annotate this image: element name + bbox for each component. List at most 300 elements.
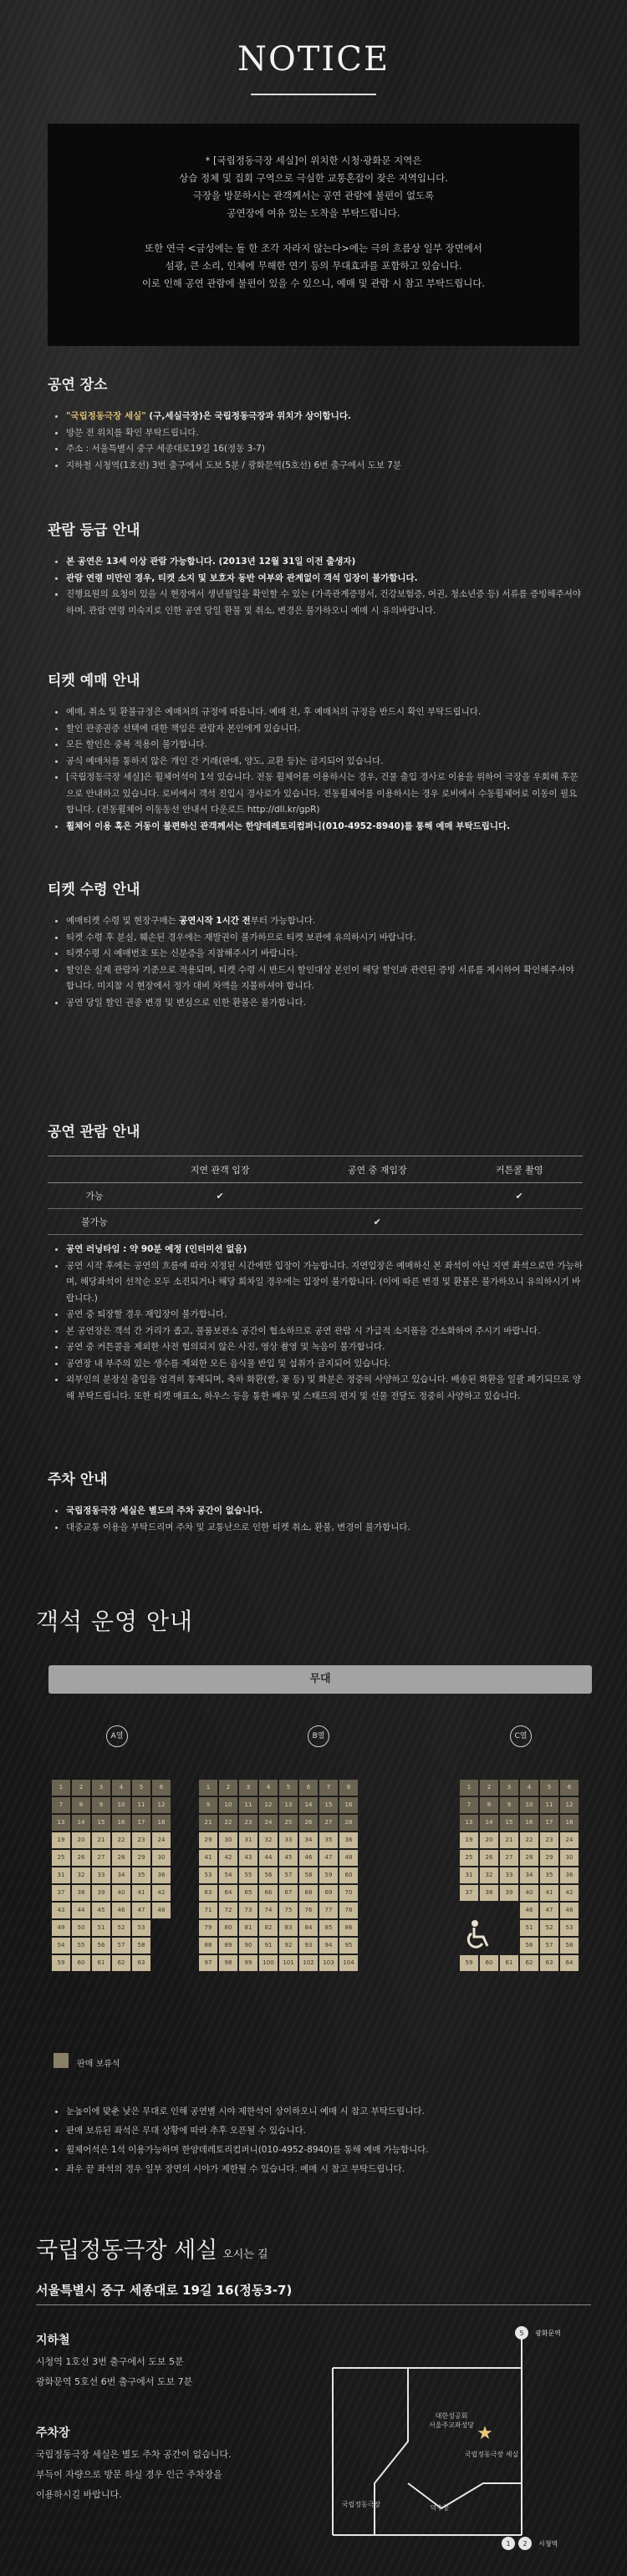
seat[interactable]: 52 bbox=[112, 1920, 130, 1936]
seat[interactable]: 15 bbox=[500, 1815, 518, 1831]
seat[interactable]: 6 bbox=[152, 1780, 171, 1796]
seat[interactable]: 30 bbox=[219, 1832, 237, 1848]
seat[interactable]: 3 bbox=[500, 1780, 518, 1796]
seat[interactable]: 92 bbox=[279, 1938, 298, 1954]
seat[interactable]: 31 bbox=[460, 1867, 478, 1883]
seat[interactable]: 85 bbox=[319, 1920, 338, 1936]
seat[interactable]: 63 bbox=[199, 1885, 217, 1901]
table-header: 지연 관객 입장 bbox=[141, 1156, 298, 1183]
seat[interactable]: 7 bbox=[319, 1780, 338, 1796]
seat[interactable]: 8 bbox=[339, 1780, 358, 1796]
seat[interactable]: 75 bbox=[279, 1903, 298, 1918]
seat[interactable]: 7 bbox=[52, 1797, 70, 1813]
seat[interactable]: 99 bbox=[239, 1955, 257, 1971]
viewing-title: 공연 관람 안내 bbox=[48, 1124, 140, 1141]
seat[interactable]: 102 bbox=[299, 1955, 318, 1971]
seat[interactable]: 49 bbox=[52, 1920, 70, 1936]
pickup-item: 예매티켓 수령 및 현장구매는 공연시작 1시간 전부터 가능합니다. bbox=[48, 913, 583, 930]
seat[interactable]: 26 bbox=[299, 1815, 318, 1831]
pickup-section bbox=[48, 877, 583, 1011]
legend-hold-swatch bbox=[54, 2053, 69, 2068]
seat[interactable]: 33 bbox=[92, 1867, 110, 1883]
intro-line: * [국립정동극장 세실]이 위치한 시청·광화문 지역은 bbox=[205, 155, 422, 166]
seat[interactable]: 5 bbox=[540, 1780, 558, 1796]
seat[interactable]: 15 bbox=[92, 1815, 110, 1831]
seat[interactable]: 93 bbox=[299, 1938, 318, 1954]
parking-section bbox=[48, 1467, 583, 1536]
seat[interactable]: 28 bbox=[339, 1815, 358, 1831]
seat[interactable]: 98 bbox=[219, 1955, 237, 1971]
parking-item: 국립정동극장 세실은 별도의 주차 공간이 없습니다. bbox=[48, 1503, 583, 1520]
seat[interactable]: 81 bbox=[239, 1920, 257, 1936]
seat[interactable]: 65 bbox=[239, 1885, 257, 1901]
seat[interactable]: 17 bbox=[540, 1815, 558, 1831]
seat[interactable]: 1 bbox=[199, 1780, 217, 1796]
seat[interactable]: 17 bbox=[132, 1815, 150, 1831]
seat[interactable]: 3 bbox=[239, 1780, 257, 1796]
seat[interactable]: 6 bbox=[560, 1780, 579, 1796]
seat[interactable]: 13 bbox=[279, 1797, 298, 1813]
seat[interactable]: 55 bbox=[72, 1938, 90, 1954]
seating-note: 좌우 끝 좌석의 경우 일부 장면의 시야가 제한될 수 있습니다. 예매 시 참고 부탁드립니다. bbox=[48, 2160, 599, 2179]
seat[interactable]: 14 bbox=[72, 1815, 90, 1831]
seat[interactable]: 19 bbox=[52, 1832, 70, 1848]
seat[interactable]: 82 bbox=[259, 1920, 278, 1936]
seat[interactable]: 22 bbox=[112, 1832, 130, 1848]
location-map bbox=[316, 2324, 592, 2567]
pickup-item: 할인은 실제 관람자 기준으로 적용되며, 티켓 수령 시 반드시 할인대상 본인이 해당 할인과 관련된 증빙 서류를 제시하여 확인해주셔야 합니다. 미지참 시 현장에서 정가 대비 차액을 지불하셔야 합니다. bbox=[48, 963, 583, 995]
seat[interactable]: 24 bbox=[152, 1832, 171, 1848]
seat[interactable]: 63 bbox=[132, 1955, 150, 1971]
seat[interactable]: 100 bbox=[259, 1955, 278, 1971]
seat[interactable]: 5 bbox=[279, 1780, 298, 1796]
seat[interactable]: 27 bbox=[319, 1815, 338, 1831]
seat[interactable]: 101 bbox=[279, 1955, 298, 1971]
stage-bar: 무대 bbox=[48, 1665, 592, 1694]
seat[interactable]: 30 bbox=[152, 1850, 171, 1866]
check-cell bbox=[456, 1209, 583, 1235]
seat[interactable]: 57 bbox=[279, 1867, 298, 1883]
table-header bbox=[48, 1156, 141, 1183]
seat[interactable]: 66 bbox=[259, 1885, 278, 1901]
venue-section bbox=[48, 373, 583, 474]
seat[interactable]: 23 bbox=[540, 1832, 558, 1848]
map-label-palace: 덕수궁 bbox=[430, 2504, 450, 2512]
seat[interactable]: 34 bbox=[520, 1867, 538, 1883]
seat[interactable]: 60 bbox=[480, 1955, 498, 1971]
rating-title: 관람 등급 안내 bbox=[48, 522, 140, 539]
booking-item: 휠체어 이용 혹은 거동이 불편하신 관객께서는 한양데레토리컴퍼니(010-4952-8940)를 통해 예매 부탁드립니다. bbox=[48, 819, 583, 836]
seat[interactable]: 88 bbox=[199, 1938, 217, 1954]
seat[interactable]: 4 bbox=[520, 1780, 538, 1796]
seat-empty bbox=[152, 1938, 171, 1954]
seat[interactable]: 20 bbox=[480, 1832, 498, 1848]
seat[interactable]: 21 bbox=[500, 1832, 518, 1848]
seat[interactable]: 44 bbox=[259, 1850, 278, 1866]
booking-item: 공식 예매처를 통하지 않은 개인 간 거래(판매, 양도, 교환 등)는 금지되어 있습니다. bbox=[48, 754, 583, 770]
seat[interactable]: 57 bbox=[540, 1938, 558, 1954]
seating-note: 눈높이에 맞춘 낮은 무대로 인해 공연별 시야 제한석이 상이하오니 예매 시 참고 부탁드립니다. bbox=[48, 2102, 599, 2121]
seat[interactable]: 2 bbox=[219, 1780, 237, 1796]
seat[interactable]: 31 bbox=[239, 1832, 257, 1848]
seat[interactable]: 51 bbox=[520, 1920, 538, 1936]
legend-hold-label: 판매 보류석 bbox=[77, 2060, 120, 2069]
map-label-theater: 국립정동극장 bbox=[341, 2501, 381, 2508]
seat[interactable]: 77 bbox=[319, 1903, 338, 1918]
seat[interactable]: 36 bbox=[152, 1867, 171, 1883]
seat[interactable]: 40 bbox=[520, 1885, 538, 1901]
seat[interactable]: 61 bbox=[92, 1955, 110, 1971]
seat[interactable]: 63 bbox=[540, 1955, 558, 1971]
seat[interactable]: 41 bbox=[199, 1850, 217, 1866]
seat[interactable]: 41 bbox=[540, 1885, 558, 1901]
venue-item: "국립정동극장 세실" (구,세실극장)은 국립정동극장과 위치가 상이합니다. bbox=[48, 409, 583, 425]
seat[interactable]: 95 bbox=[339, 1938, 358, 1954]
pickup-title: 티켓 수령 안내 bbox=[48, 882, 140, 898]
seat[interactable]: 78 bbox=[339, 1903, 358, 1918]
seat[interactable]: 26 bbox=[480, 1850, 498, 1866]
seat[interactable]: 43 bbox=[52, 1903, 70, 1918]
check-cell bbox=[298, 1183, 456, 1209]
title-underline bbox=[251, 94, 376, 95]
star-icon: ★ bbox=[477, 2423, 493, 2444]
zone-label-b: B열 bbox=[308, 1725, 329, 1747]
seat[interactable]: 24 bbox=[259, 1815, 278, 1831]
seat[interactable]: 103 bbox=[319, 1955, 338, 1971]
seat[interactable]: 62 bbox=[520, 1955, 538, 1971]
seat[interactable]: 2 bbox=[480, 1780, 498, 1796]
viewing-item: 공연 시작 후에는 공연의 흐름에 따라 지정된 시간에만 입장이 가능합니다. 지연입장은 예매하신 본 좌석이 아닌 지연 좌석으로만 가능하며, 해당좌석이 선착순 모두 소진되거나 해당 회차일 경우에는 입장이 불가합니다. (이에 따른 변경 및 환불은 불가하오니 유의하시기 바랍니다.) bbox=[48, 1258, 583, 1308]
seat[interactable]: 46 bbox=[112, 1903, 130, 1918]
seat-empty bbox=[152, 1920, 171, 1936]
seat-empty bbox=[152, 1955, 171, 1971]
seat[interactable]: 18 bbox=[560, 1815, 579, 1831]
line-1-number: 1 bbox=[506, 2540, 511, 2548]
seat[interactable]: 19 bbox=[460, 1832, 478, 1848]
intro-line: 이로 인해 공연 관람에 불편이 있을 수 있으니, 예매 및 관람 시 참고 부탁드립니다. bbox=[141, 277, 486, 289]
seat[interactable]: 42 bbox=[560, 1885, 579, 1901]
wheelchair-icon bbox=[462, 1918, 494, 1952]
seat-block-a bbox=[52, 1780, 171, 1971]
seat[interactable]: 62 bbox=[112, 1955, 130, 1971]
intro-line: 섬광, 큰 소리, 인체에 무해한 연기 등의 무대효과를 포함하고 있습니다. bbox=[165, 260, 462, 272]
seat-empty bbox=[500, 1920, 518, 1936]
seat[interactable]: 56 bbox=[92, 1938, 110, 1954]
viewing-item: 공연 중 퇴장할 경우 재입장이 불가합니다. bbox=[48, 1307, 583, 1324]
seat[interactable]: 24 bbox=[560, 1832, 579, 1848]
seat[interactable]: 1 bbox=[52, 1780, 70, 1796]
table-header: 커튼콜 촬영 bbox=[456, 1156, 583, 1183]
seat[interactable]: 22 bbox=[520, 1832, 538, 1848]
seat[interactable]: 68 bbox=[299, 1885, 318, 1901]
seat[interactable]: 91 bbox=[259, 1938, 278, 1954]
booking-title: 티켓 예매 안내 bbox=[48, 673, 140, 689]
seat[interactable]: 53 bbox=[199, 1867, 217, 1883]
seat[interactable]: 74 bbox=[259, 1903, 278, 1918]
seat-empty bbox=[460, 1903, 478, 1918]
seat[interactable]: 60 bbox=[339, 1867, 358, 1883]
seat[interactable]: 40 bbox=[112, 1885, 130, 1901]
directions-address: 서울특별시 중구 세종대로 19길 16(정동3-7) bbox=[36, 2283, 293, 2298]
seat[interactable]: 12 bbox=[560, 1797, 579, 1813]
seat[interactable]: 54 bbox=[219, 1867, 237, 1883]
zone-label-c: C열 bbox=[510, 1725, 532, 1747]
seat[interactable]: 7 bbox=[460, 1797, 478, 1813]
seat[interactable]: 51 bbox=[92, 1920, 110, 1936]
seat[interactable]: 22 bbox=[219, 1815, 237, 1831]
rating-section bbox=[48, 518, 583, 619]
seat[interactable]: 9 bbox=[500, 1797, 518, 1813]
parking-item: 대중교통 이용을 부탁드리며 주차 및 교통난으로 인한 티켓 취소, 환불, 변경이 불가합니다. bbox=[48, 1520, 583, 1537]
row-label: 가능 bbox=[48, 1183, 141, 1209]
seat[interactable]: 25 bbox=[52, 1850, 70, 1866]
seat[interactable]: 70 bbox=[339, 1885, 358, 1901]
table-row bbox=[48, 1209, 583, 1235]
seat[interactable]: 3 bbox=[92, 1780, 110, 1796]
seat[interactable]: 38 bbox=[72, 1885, 90, 1901]
station-top-label: 광화문역 bbox=[535, 2330, 561, 2337]
seat[interactable]: 57 bbox=[112, 1938, 130, 1954]
seat[interactable]: 11 bbox=[239, 1797, 257, 1813]
seat[interactable]: 5 bbox=[132, 1780, 150, 1796]
seat[interactable]: 37 bbox=[460, 1885, 478, 1901]
seat[interactable]: 36 bbox=[339, 1832, 358, 1848]
seat[interactable]: 10 bbox=[520, 1797, 538, 1813]
seat[interactable]: 84 bbox=[299, 1920, 318, 1936]
seat[interactable]: 35 bbox=[540, 1867, 558, 1883]
viewing-item: 공연 중 커튼콜을 제외한 사전 협의되지 않은 사진, 영상 촬영 및 녹음이 불가합니다. bbox=[48, 1339, 583, 1356]
seat[interactable]: 47 bbox=[540, 1903, 558, 1918]
seat[interactable]: 72 bbox=[219, 1903, 237, 1918]
seat[interactable]: 39 bbox=[500, 1885, 518, 1901]
seat-empty bbox=[500, 1938, 518, 1954]
seat[interactable]: 28 bbox=[112, 1850, 130, 1866]
seat[interactable]: 52 bbox=[540, 1920, 558, 1936]
seat[interactable]: 94 bbox=[319, 1938, 338, 1954]
seat[interactable]: 56 bbox=[259, 1867, 278, 1883]
seat[interactable]: 83 bbox=[279, 1920, 298, 1936]
table-row bbox=[48, 1183, 583, 1209]
seat[interactable]: 33 bbox=[500, 1867, 518, 1883]
seat[interactable]: 46 bbox=[520, 1903, 538, 1918]
seat[interactable]: 55 bbox=[239, 1867, 257, 1883]
seat[interactable]: 58 bbox=[132, 1938, 150, 1954]
seat[interactable]: 14 bbox=[480, 1815, 498, 1831]
seat[interactable]: 59 bbox=[460, 1955, 478, 1971]
seat[interactable]: 16 bbox=[112, 1815, 130, 1831]
seat[interactable]: 59 bbox=[52, 1955, 70, 1971]
venue-item: 주소 : 서울특별시 중구 세종대로19길 16(정동 3-7) bbox=[48, 441, 583, 458]
seat-empty bbox=[500, 1903, 518, 1918]
seat[interactable]: 25 bbox=[460, 1850, 478, 1866]
seat[interactable]: 32 bbox=[480, 1867, 498, 1883]
venue-item: 방문 전 위치를 확인 부탁드립니다. bbox=[48, 425, 583, 442]
check-cell: ✔ bbox=[456, 1183, 583, 1209]
subway-title: 지하철 bbox=[36, 2334, 70, 2347]
seat[interactable]: 79 bbox=[199, 1920, 217, 1936]
seat[interactable]: 48 bbox=[339, 1850, 358, 1866]
rating-item: 본 공연은 13세 이상 관람 가능합니다. (2013년 12월 31일 이전 출생자) bbox=[48, 554, 583, 571]
seat[interactable]: 54 bbox=[52, 1938, 70, 1954]
intro-line: 또한 연극 <금성에는 돌 한 조각 자라지 않는다>에는 극의 흐름상 일부 장면에서 bbox=[145, 242, 482, 254]
parking-title: 주차 안내 bbox=[48, 1471, 108, 1488]
seat[interactable]: 47 bbox=[319, 1850, 338, 1866]
seat[interactable]: 39 bbox=[92, 1885, 110, 1901]
map-label-venue: 국립정동극장 세실 bbox=[464, 2451, 519, 2458]
viewing-section bbox=[48, 1120, 583, 1156]
station-bottom-label: 시청역 bbox=[538, 2540, 558, 2548]
check-cell: ✔ bbox=[298, 1209, 456, 1235]
intro-line: 극장을 방문하시는 관객께서는 공연 관람에 불편이 없도록 bbox=[192, 190, 435, 201]
seat[interactable]: 89 bbox=[219, 1938, 237, 1954]
zone-label-a: A열 bbox=[106, 1725, 128, 1747]
seat[interactable]: 64 bbox=[560, 1955, 579, 1971]
viewing-item: 공연장 내 부주의 있는 생수를 제외한 모든 음식물 반입 및 섭취가 금지되어 있습니다. bbox=[48, 1356, 583, 1373]
seat[interactable]: 42 bbox=[219, 1850, 237, 1866]
seat[interactable]: 4 bbox=[112, 1780, 130, 1796]
intro-line: 공연장에 여유 있는 도착을 부탁드립니다. bbox=[227, 207, 400, 219]
seat[interactable]: 76 bbox=[299, 1903, 318, 1918]
seat[interactable]: 41 bbox=[132, 1885, 150, 1901]
seating-note: 판매 보류된 좌석은 무대 상황에 따라 추후 오픈될 수 있습니다. bbox=[48, 2121, 599, 2141]
directions-title: 국립정동극장 세실 오시는 길 bbox=[36, 2238, 268, 2264]
seat[interactable]: 11 bbox=[132, 1797, 150, 1813]
map-label-cathedral-2: 서울주교좌성당 bbox=[428, 2421, 475, 2429]
seat[interactable]: 9 bbox=[199, 1797, 217, 1813]
seat[interactable]: 11 bbox=[540, 1797, 558, 1813]
intro-line: 상습 정체 및 집회 구역으로 극심한 교통혼잡이 잦은 지역입니다. bbox=[179, 172, 448, 184]
seat[interactable]: 35 bbox=[319, 1832, 338, 1848]
seat[interactable]: 29 bbox=[540, 1850, 558, 1866]
seat-empty bbox=[480, 1903, 498, 1918]
directions-divider bbox=[36, 2304, 591, 2305]
seat[interactable]: 69 bbox=[319, 1885, 338, 1901]
seat[interactable]: 46 bbox=[299, 1850, 318, 1866]
seat[interactable]: 27 bbox=[500, 1850, 518, 1866]
seat[interactable]: 27 bbox=[92, 1850, 110, 1866]
row-label: 불가능 bbox=[48, 1209, 141, 1235]
seat[interactable]: 12 bbox=[152, 1797, 171, 1813]
seat[interactable]: 45 bbox=[279, 1850, 298, 1866]
viewing-item: 외부인의 분장실 출입을 엄격히 통제되며, 축하 화환(쌀, 꽃 등) 및 화분은 정중히 사양하고 있습니다. 배송된 화환을 일괄 폐기되므로 양해 부탁드립니다. 또한 티켓 매표소, 하우스 등을 통한 배우 및 스태프의 편지 및 선물 전달도 정중히 사양하고 있습니다. bbox=[48, 1372, 583, 1405]
seat[interactable]: 21 bbox=[199, 1815, 217, 1831]
seat[interactable]: 20 bbox=[72, 1832, 90, 1848]
seat[interactable]: 23 bbox=[132, 1832, 150, 1848]
seat[interactable]: 9 bbox=[92, 1797, 110, 1813]
seat[interactable]: 2 bbox=[72, 1780, 90, 1796]
seat[interactable]: 34 bbox=[112, 1867, 130, 1883]
seat[interactable]: 10 bbox=[112, 1797, 130, 1813]
seat[interactable]: 56 bbox=[520, 1938, 538, 1954]
seat[interactable]: 90 bbox=[239, 1938, 257, 1954]
check-cell bbox=[141, 1209, 298, 1235]
seat[interactable]: 32 bbox=[259, 1832, 278, 1848]
seat[interactable]: 21 bbox=[92, 1832, 110, 1848]
seat[interactable]: 50 bbox=[72, 1920, 90, 1936]
seat[interactable]: 53 bbox=[560, 1920, 579, 1936]
seat[interactable]: 16 bbox=[339, 1797, 358, 1813]
seat[interactable]: 34 bbox=[299, 1832, 318, 1848]
seat[interactable]: 53 bbox=[132, 1920, 150, 1936]
seat[interactable]: 59 bbox=[319, 1867, 338, 1883]
seat[interactable]: 12 bbox=[259, 1797, 278, 1813]
seat[interactable]: 26 bbox=[72, 1850, 90, 1866]
seat[interactable]: 4 bbox=[259, 1780, 278, 1796]
seat[interactable]: 44 bbox=[72, 1903, 90, 1918]
line-2-number: 2 bbox=[522, 2540, 528, 2548]
seat[interactable]: 16 bbox=[520, 1815, 538, 1831]
seat[interactable]: 6 bbox=[299, 1780, 318, 1796]
parking-lot-title: 주차장 bbox=[36, 2426, 70, 2440]
seat[interactable]: 80 bbox=[219, 1920, 237, 1936]
seat[interactable]: 71 bbox=[199, 1903, 217, 1918]
seat[interactable]: 28 bbox=[520, 1850, 538, 1866]
rating-item: 진행요원의 요청이 있을 시 현장에서 생년월일을 확인할 수 있는 (가족관계증명서, 건강보험증, 여권, 청소년증 등) 서류를 증빙해주셔야 하며, 관람 연령 미숙지로 인한 공연 당일 환불 및 취소, 변경은 불가하오니 예매 시 유의바랍니다. bbox=[48, 587, 583, 619]
seat[interactable]: 37 bbox=[52, 1885, 70, 1901]
seat[interactable]: 35 bbox=[132, 1867, 150, 1883]
seat[interactable]: 43 bbox=[239, 1850, 257, 1866]
seat[interactable]: 61 bbox=[500, 1955, 518, 1971]
viewing-table bbox=[48, 1156, 583, 1235]
seat[interactable]: 58 bbox=[299, 1867, 318, 1883]
seat[interactable]: 73 bbox=[239, 1903, 257, 1918]
seat[interactable]: 97 bbox=[199, 1955, 217, 1971]
seat[interactable]: 33 bbox=[279, 1832, 298, 1848]
seat[interactable]: 8 bbox=[480, 1797, 498, 1813]
seat[interactable]: 18 bbox=[152, 1815, 171, 1831]
booking-item: 모든 할인은 중복 적용이 불가합니다. bbox=[48, 737, 583, 754]
seat[interactable]: 32 bbox=[72, 1867, 90, 1883]
seat[interactable]: 36 bbox=[560, 1867, 579, 1883]
seat[interactable]: 47 bbox=[132, 1903, 150, 1918]
seat[interactable]: 45 bbox=[92, 1903, 110, 1918]
seat[interactable]: 13 bbox=[460, 1815, 478, 1831]
table-header-row bbox=[48, 1156, 583, 1183]
table-header: 공연 중 재입장 bbox=[298, 1156, 456, 1183]
seat[interactable]: 38 bbox=[480, 1885, 498, 1901]
seat[interactable]: 15 bbox=[319, 1797, 338, 1813]
seat[interactable]: 29 bbox=[199, 1832, 217, 1848]
rating-item: 관람 연령 미만인 경우, 티켓 소지 및 보호자 동반 여부와 관계없이 객석 입장이 불가합니다. bbox=[48, 571, 583, 587]
seat[interactable]: 48 bbox=[560, 1903, 579, 1918]
seat[interactable]: 8 bbox=[72, 1797, 90, 1813]
seat[interactable]: 60 bbox=[72, 1955, 90, 1971]
subway-info: 시청역 1호선 3번 출구에서 도보 5분 광화문역 5호선 6번 출구에서 도보 7분 bbox=[36, 2356, 193, 2387]
venue-item: 지하철 시청역(1호선) 3번 출구에서 도보 5분 / 광화문역(5호선) 6번 출구에서 도보 7분 bbox=[48, 458, 583, 475]
seat[interactable]: 25 bbox=[279, 1815, 298, 1831]
seat[interactable]: 10 bbox=[219, 1797, 237, 1813]
seat[interactable]: 42 bbox=[152, 1885, 171, 1901]
pickup-item: 티켓 수령 후 분실, 훼손된 경우에는 재발권이 불가하므로 티켓 보관에 유의하시기 바랍니다. bbox=[48, 930, 583, 947]
booking-item: 할인 관종권증 선택에 대한 책임은 관람자 본인에게 있습니다. bbox=[48, 721, 583, 738]
seat[interactable]: 14 bbox=[299, 1797, 318, 1813]
seat[interactable]: 23 bbox=[239, 1815, 257, 1831]
seat[interactable]: 104 bbox=[339, 1955, 358, 1971]
viewing-item: 본 공연장은 객석 간 거리가 좁고, 물품보관소 공간이 협소하므로 공연 관람 시 가급적 소지품을 간소화하여 주시기 바랍니다. bbox=[48, 1324, 583, 1340]
seat[interactable]: 86 bbox=[339, 1920, 358, 1936]
seat[interactable]: 58 bbox=[560, 1938, 579, 1954]
seat[interactable]: 1 bbox=[460, 1780, 478, 1796]
seat[interactable]: 48 bbox=[152, 1903, 171, 1918]
seat[interactable]: 64 bbox=[219, 1885, 237, 1901]
seat[interactable]: 29 bbox=[132, 1850, 150, 1866]
pickup-item: 공연 당일 할인 권종 변경 및 변심으로 인한 환불은 불가합니다. bbox=[48, 995, 583, 1012]
seat[interactable]: 13 bbox=[52, 1815, 70, 1831]
seat[interactable]: 31 bbox=[52, 1867, 70, 1883]
seat[interactable]: 67 bbox=[279, 1885, 298, 1901]
booking-section bbox=[48, 668, 583, 835]
seat[interactable]: 30 bbox=[560, 1850, 579, 1866]
